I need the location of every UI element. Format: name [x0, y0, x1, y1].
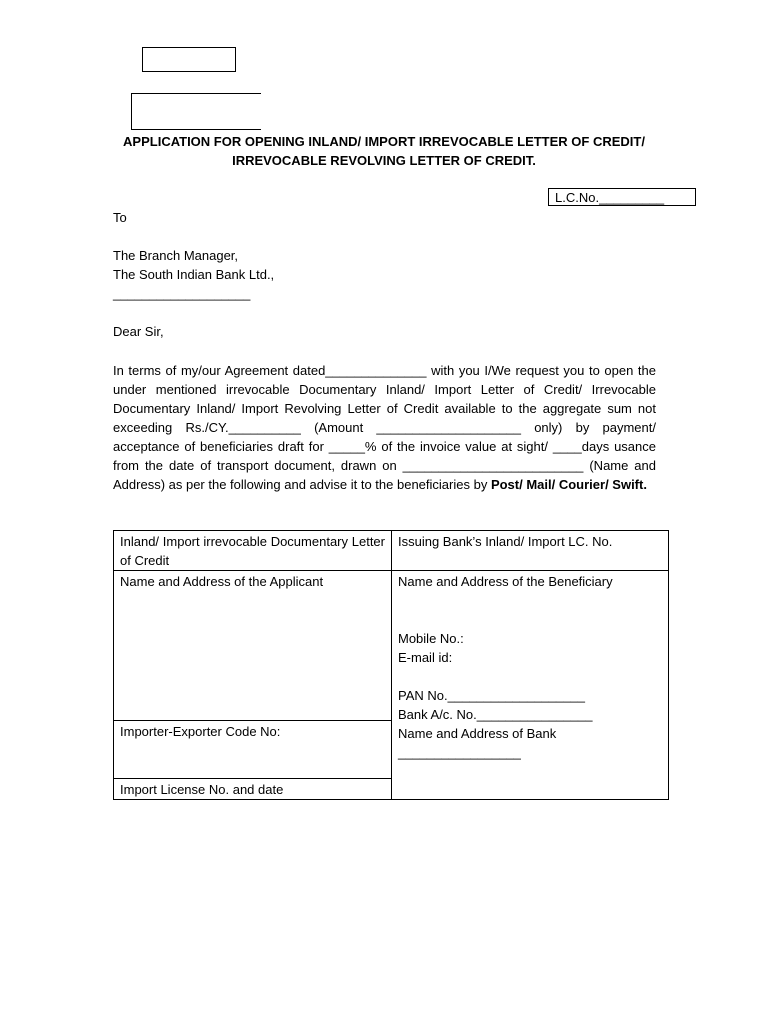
addressee: The Branch Manager, [113, 248, 239, 263]
branch-blank[interactable]: ___________________ [113, 286, 251, 301]
to-label: To [113, 210, 127, 225]
photo-box [131, 93, 261, 130]
import-license-label: Import License No. and date [114, 779, 392, 800]
mobile-label: Mobile No.: [398, 631, 464, 646]
bank-name: The South Indian Bank Ltd., [113, 267, 275, 282]
email-label: E-mail id: [398, 650, 453, 665]
lc-type-label: Inland/ Import irrevocable Documentary Letter of Credit [114, 531, 392, 571]
reference-box [142, 47, 236, 72]
lc-details-table [113, 530, 669, 800]
bank-address-label: Name and Address of Bank [398, 726, 557, 741]
page-title-line1: APPLICATION FOR OPENING INLAND/ IMPORT IRREVOCABLE LETTER OF CREDIT/ [123, 134, 645, 149]
pan-field[interactable]: PAN No.___________________ [398, 688, 585, 703]
request-text: In terms of my/our Agreement dated______________ with you I/We request you to open the under mentioned irrevocable Documentary Inland/ Import Letter of Credit/ Irrevocable Documentary Inland/ Import Revolving Letter of Credit available to the aggregate sum not exceeding Rs./CY.__________ (Amount ____________________ only) by payment/ acceptance of beneficiaries draft for _____% of the invoice value at sight/ ____days usance from the date of transport document, drawn on _________________________ (Name and Address) as per the following and advise it to the beneficiaries by [113, 363, 656, 492]
beneficiary-cell [392, 571, 669, 800]
applicant-label: Name and Address of the Applicant [114, 571, 392, 721]
bank-address-blank[interactable]: _________________ [398, 745, 521, 760]
issuing-lc-no-label: Issuing Bank’s Inland/ Import LC. No. [392, 531, 669, 571]
page-title-line2: IRREVOCABLE REVOLVING LETTER OF CREDIT. [232, 153, 536, 168]
lc-number-field[interactable]: L.C.No._________ [548, 188, 696, 206]
beneficiary-label: Name and Address of the Beneficiary [398, 574, 613, 589]
salutation: Dear Sir, [113, 324, 164, 339]
advise-mode: Post/ Mail/ Courier/ Swift. [490, 477, 647, 492]
request-paragraph [113, 361, 656, 494]
bank-account-field[interactable]: Bank A/c. No.________________ [398, 707, 593, 722]
iec-label: Importer-Exporter Code No: [114, 721, 392, 779]
